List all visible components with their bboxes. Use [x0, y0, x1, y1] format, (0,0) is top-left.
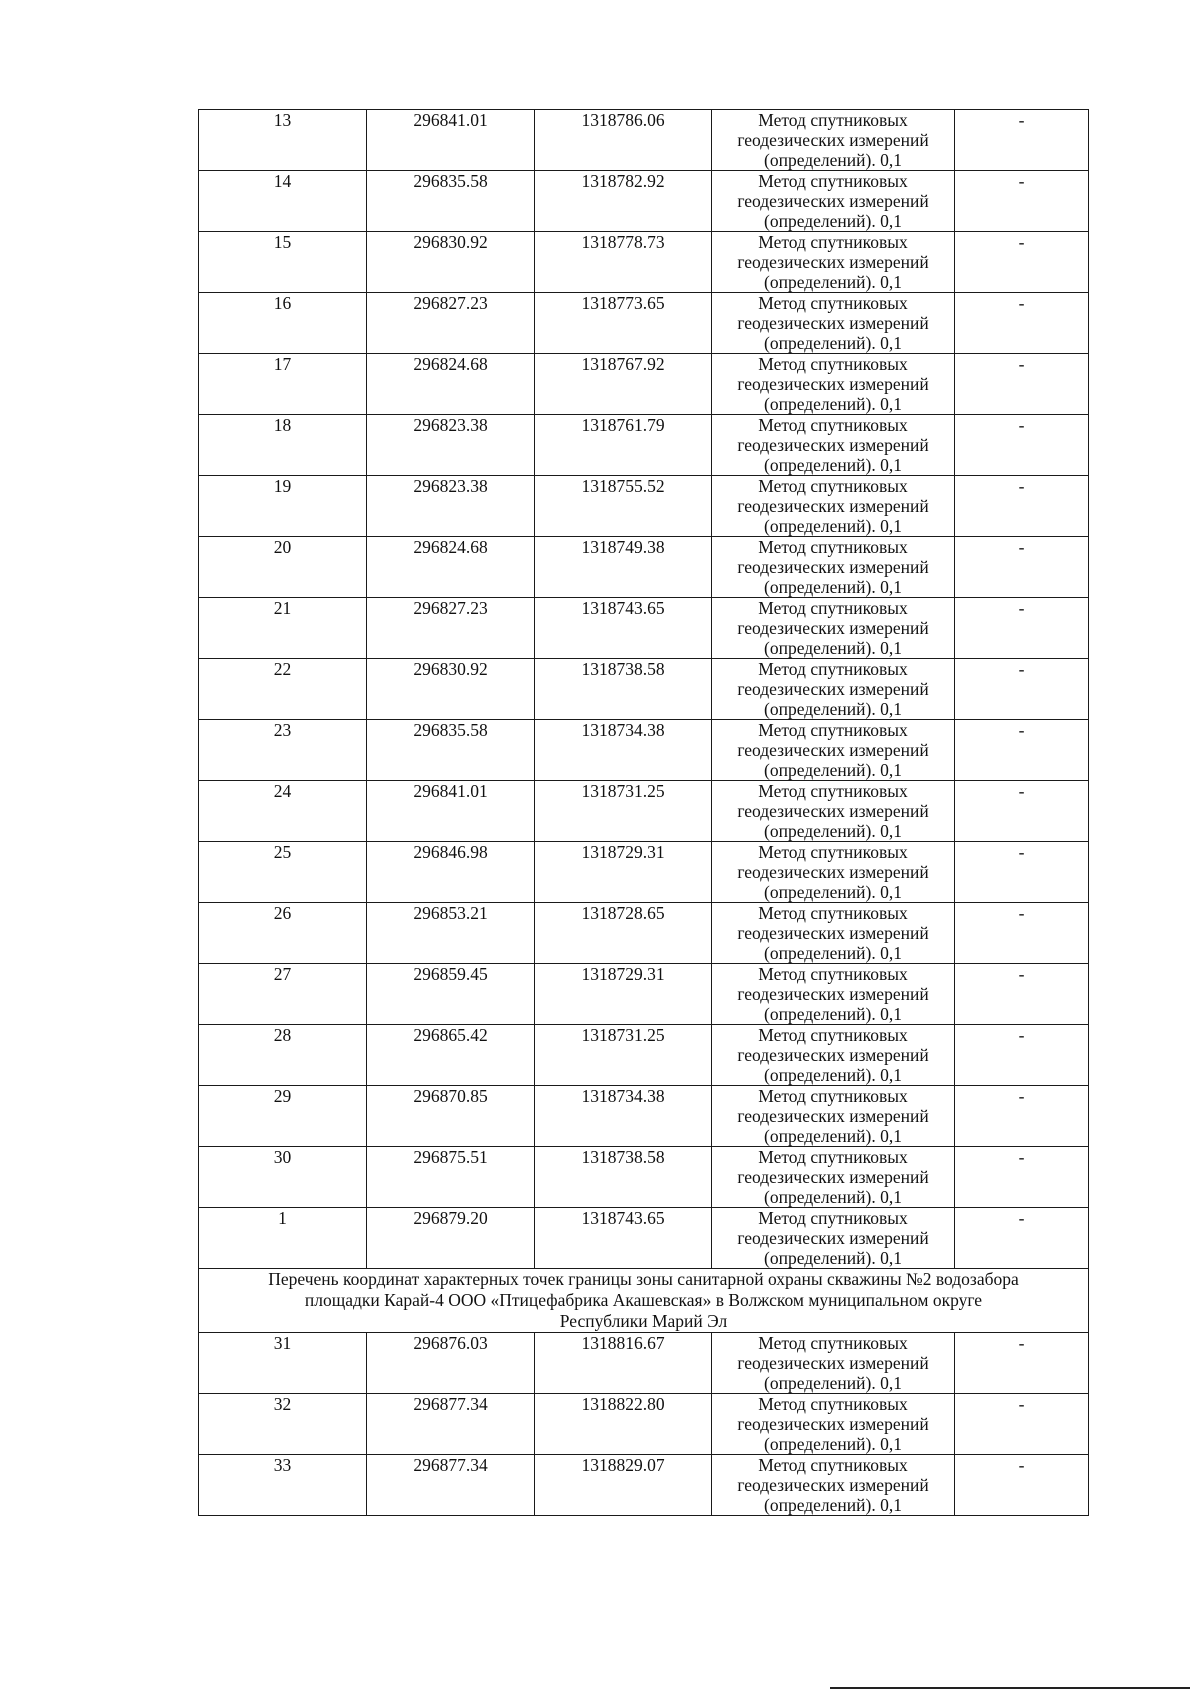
- table-row: [199, 1086, 1089, 1147]
- method-text-line: геодезических измерений: [737, 435, 929, 455]
- method-text-line: (определений). 0,1: [764, 211, 902, 231]
- method-text-line: Метод спутниковых: [758, 1086, 908, 1106]
- accuracy-cell: -: [955, 110, 1089, 171]
- x-coordinate-cell: 296853.21: [367, 903, 535, 964]
- table-row: [199, 842, 1089, 903]
- method-text-line: Метод спутниковых: [758, 659, 908, 679]
- y-coordinate-cell: 1318729.31: [535, 964, 712, 1025]
- method-cell: [712, 1086, 955, 1147]
- method-text-line: геодезических измерений: [737, 801, 929, 821]
- x-coordinate-cell: 296827.23: [367, 293, 535, 354]
- method-cell: [712, 659, 955, 720]
- accuracy-cell: -: [955, 842, 1089, 903]
- x-coordinate-cell: 296827.23: [367, 598, 535, 659]
- point-number-cell: 24: [199, 781, 367, 842]
- y-coordinate-cell: 1318816.67: [535, 1333, 712, 1394]
- method-text-line: геодезических измерений: [737, 130, 929, 150]
- table-row: [199, 232, 1089, 293]
- accuracy-cell: -: [955, 964, 1089, 1025]
- x-coordinate-cell: 296835.58: [367, 720, 535, 781]
- method-text-line: геодезических измерений: [737, 679, 929, 699]
- y-coordinate-cell: 1318773.65: [535, 293, 712, 354]
- section-heading: [199, 1269, 1089, 1333]
- method-text-line: геодезических измерений: [737, 1228, 929, 1248]
- accuracy-cell: -: [955, 720, 1089, 781]
- method-text-line: (определений). 0,1: [764, 699, 902, 719]
- y-coordinate-cell: 1318782.92: [535, 171, 712, 232]
- x-coordinate-cell: 296877.34: [367, 1455, 535, 1516]
- method-text-line: Метод спутниковых: [758, 781, 908, 801]
- table-row: [199, 354, 1089, 415]
- point-number-cell: 28: [199, 1025, 367, 1086]
- method-text-line: (определений). 0,1: [764, 272, 902, 292]
- method-text-line: Метод спутниковых: [758, 1208, 908, 1228]
- point-number-cell: 20: [199, 537, 367, 598]
- method-text-line: (определений). 0,1: [764, 1187, 902, 1207]
- point-number-cell: 17: [199, 354, 367, 415]
- y-coordinate-cell: 1318734.38: [535, 720, 712, 781]
- table-row: [199, 781, 1089, 842]
- method-text-line: Метод спутниковых: [758, 171, 908, 191]
- point-number-cell: 30: [199, 1147, 367, 1208]
- method-cell: [712, 964, 955, 1025]
- section-heading-line: Республики Марий Эл: [559, 1311, 728, 1331]
- method-cell: [712, 1333, 955, 1394]
- x-coordinate-cell: 296879.20: [367, 1208, 535, 1269]
- method-text-line: Метод спутниковых: [758, 842, 908, 862]
- method-text-line: (определений). 0,1: [764, 1495, 902, 1515]
- accuracy-cell: -: [955, 903, 1089, 964]
- point-number-cell: 31: [199, 1333, 367, 1394]
- y-coordinate-cell: 1318731.25: [535, 781, 712, 842]
- table-row: [199, 1333, 1089, 1394]
- accuracy-cell: -: [955, 1025, 1089, 1086]
- accuracy-cell: -: [955, 476, 1089, 537]
- method-text-line: Метод спутниковых: [758, 232, 908, 252]
- point-number-cell: 13: [199, 110, 367, 171]
- y-coordinate-cell: 1318778.73: [535, 232, 712, 293]
- method-cell: [712, 1147, 955, 1208]
- method-text-line: геодезических измерений: [737, 618, 929, 638]
- point-number-cell: 15: [199, 232, 367, 293]
- x-coordinate-cell: 296841.01: [367, 110, 535, 171]
- method-text-line: (определений). 0,1: [764, 455, 902, 475]
- table-row: [199, 1208, 1089, 1269]
- method-text-line: геодезических измерений: [737, 862, 929, 882]
- method-text-line: геодезических измерений: [737, 1475, 929, 1495]
- method-cell: [712, 537, 955, 598]
- accuracy-cell: -: [955, 1455, 1089, 1516]
- method-text-line: Метод спутниковых: [758, 415, 908, 435]
- method-text-line: Метод спутниковых: [758, 110, 908, 130]
- point-number-cell: 25: [199, 842, 367, 903]
- point-number-cell: 22: [199, 659, 367, 720]
- method-cell: [712, 842, 955, 903]
- table-row: [199, 1394, 1089, 1455]
- method-cell: [712, 171, 955, 232]
- x-coordinate-cell: 296824.68: [367, 537, 535, 598]
- y-coordinate-cell: 1318749.38: [535, 537, 712, 598]
- section-heading-body: [199, 1269, 1089, 1333]
- point-number-cell: 32: [199, 1394, 367, 1455]
- y-coordinate-cell: 1318731.25: [535, 1025, 712, 1086]
- method-text-line: геодезических измерений: [737, 1353, 929, 1373]
- point-number-cell: 27: [199, 964, 367, 1025]
- point-number-cell: 33: [199, 1455, 367, 1516]
- x-coordinate-cell: 296846.98: [367, 842, 535, 903]
- method-text-line: Метод спутниковых: [758, 1333, 908, 1353]
- table-row: [199, 293, 1089, 354]
- y-coordinate-cell: 1318822.80: [535, 1394, 712, 1455]
- table-row: [199, 1147, 1089, 1208]
- method-text-line: (определений). 0,1: [764, 943, 902, 963]
- accuracy-cell: -: [955, 1086, 1089, 1147]
- y-coordinate-cell: 1318755.52: [535, 476, 712, 537]
- table-row: [199, 659, 1089, 720]
- table-row: [199, 171, 1089, 232]
- method-text-line: Метод спутниковых: [758, 1455, 908, 1475]
- table-row: [199, 720, 1089, 781]
- coordinates-table-body-a: [199, 110, 1089, 1269]
- y-coordinate-cell: 1318738.58: [535, 659, 712, 720]
- y-coordinate-cell: 1318786.06: [535, 110, 712, 171]
- point-number-cell: 14: [199, 171, 367, 232]
- method-text-line: геодезических измерений: [737, 1045, 929, 1065]
- method-text-line: геодезических измерений: [737, 923, 929, 943]
- table-row: [199, 476, 1089, 537]
- point-number-cell: 19: [199, 476, 367, 537]
- table-row: [199, 903, 1089, 964]
- method-text-line: геодезических измерений: [737, 1167, 929, 1187]
- accuracy-cell: -: [955, 1208, 1089, 1269]
- coordinates-table-body-b: [199, 1333, 1089, 1516]
- point-number-cell: 18: [199, 415, 367, 476]
- table-row: [199, 598, 1089, 659]
- section-heading-line: Перечень координат характерных точек границы зоны санитарной охраны скважины №2 водозабора: [268, 1269, 1019, 1289]
- method-text-line: геодезических измерений: [737, 1106, 929, 1126]
- method-cell: [712, 1208, 955, 1269]
- method-text-line: Метод спутниковых: [758, 1025, 908, 1045]
- y-coordinate-cell: 1318767.92: [535, 354, 712, 415]
- y-coordinate-cell: 1318729.31: [535, 842, 712, 903]
- method-text-line: (определений). 0,1: [764, 821, 902, 841]
- accuracy-cell: -: [955, 354, 1089, 415]
- method-text-line: геодезических измерений: [737, 740, 929, 760]
- x-coordinate-cell: 296823.38: [367, 476, 535, 537]
- accuracy-cell: -: [955, 781, 1089, 842]
- method-text-line: (определений). 0,1: [764, 1248, 902, 1268]
- method-text-line: (определений). 0,1: [764, 577, 902, 597]
- x-coordinate-cell: 296865.42: [367, 1025, 535, 1086]
- method-text-line: (определений). 0,1: [764, 638, 902, 658]
- method-text-line: Метод спутниковых: [758, 1147, 908, 1167]
- method-text-line: Метод спутниковых: [758, 354, 908, 374]
- x-coordinate-cell: 296835.58: [367, 171, 535, 232]
- method-text-line: геодезических измерений: [737, 496, 929, 516]
- method-cell: [712, 720, 955, 781]
- accuracy-cell: -: [955, 598, 1089, 659]
- x-coordinate-cell: 296875.51: [367, 1147, 535, 1208]
- method-text-line: Метод спутниковых: [758, 720, 908, 740]
- method-cell: [712, 110, 955, 171]
- table-row: [199, 110, 1089, 171]
- accuracy-cell: -: [955, 659, 1089, 720]
- method-cell: [712, 232, 955, 293]
- method-text-line: (определений). 0,1: [764, 1373, 902, 1393]
- method-text-line: (определений). 0,1: [764, 333, 902, 353]
- method-text-line: (определений). 0,1: [764, 516, 902, 536]
- method-text-line: Метод спутниковых: [758, 1394, 908, 1414]
- accuracy-cell: -: [955, 171, 1089, 232]
- method-text-line: (определений). 0,1: [764, 1126, 902, 1146]
- section-heading-row: [199, 1269, 1089, 1333]
- point-number-cell: 26: [199, 903, 367, 964]
- method-text-line: (определений). 0,1: [764, 1434, 902, 1454]
- x-coordinate-cell: 296870.85: [367, 1086, 535, 1147]
- accuracy-cell: -: [955, 293, 1089, 354]
- y-coordinate-cell: 1318728.65: [535, 903, 712, 964]
- point-number-cell: 21: [199, 598, 367, 659]
- method-text-line: геодезических измерений: [737, 1414, 929, 1434]
- method-cell: [712, 1394, 955, 1455]
- table-row: [199, 1025, 1089, 1086]
- y-coordinate-cell: 1318743.65: [535, 1208, 712, 1269]
- point-number-cell: 23: [199, 720, 367, 781]
- accuracy-cell: -: [955, 415, 1089, 476]
- point-number-cell: 29: [199, 1086, 367, 1147]
- y-coordinate-cell: 1318738.58: [535, 1147, 712, 1208]
- method-text-line: (определений). 0,1: [764, 1065, 902, 1085]
- method-cell: [712, 1455, 955, 1516]
- x-coordinate-cell: 296824.68: [367, 354, 535, 415]
- method-text-line: Метод спутниковых: [758, 598, 908, 618]
- x-coordinate-cell: 296876.03: [367, 1333, 535, 1394]
- method-cell: [712, 903, 955, 964]
- method-text-line: геодезических измерений: [737, 557, 929, 577]
- x-coordinate-cell: 296823.38: [367, 415, 535, 476]
- footer-rule: [830, 1687, 1190, 1689]
- method-cell: [712, 354, 955, 415]
- x-coordinate-cell: 296877.34: [367, 1394, 535, 1455]
- x-coordinate-cell: 296859.45: [367, 964, 535, 1025]
- method-cell: [712, 415, 955, 476]
- x-coordinate-cell: 296830.92: [367, 659, 535, 720]
- accuracy-cell: -: [955, 537, 1089, 598]
- table-row: [199, 1455, 1089, 1516]
- section-heading-line: площадки Карай-4 ООО «Птицефабрика Акашевская» в Волжском муниципальном округе: [304, 1290, 983, 1310]
- y-coordinate-cell: 1318743.65: [535, 598, 712, 659]
- method-text-line: геодезических измерений: [737, 984, 929, 1004]
- y-coordinate-cell: 1318734.38: [535, 1086, 712, 1147]
- method-cell: [712, 781, 955, 842]
- y-coordinate-cell: 1318829.07: [535, 1455, 712, 1516]
- method-text-line: (определений). 0,1: [764, 1004, 902, 1024]
- method-text-line: Метод спутниковых: [758, 964, 908, 984]
- point-number-cell: 1: [199, 1208, 367, 1269]
- method-cell: [712, 293, 955, 354]
- x-coordinate-cell: 296841.01: [367, 781, 535, 842]
- accuracy-cell: -: [955, 1394, 1089, 1455]
- method-text-line: (определений). 0,1: [764, 394, 902, 414]
- method-cell: [712, 1025, 955, 1086]
- y-coordinate-cell: 1318761.79: [535, 415, 712, 476]
- method-text-line: Метод спутниковых: [758, 293, 908, 313]
- method-text-line: (определений). 0,1: [764, 882, 902, 902]
- table-row: [199, 537, 1089, 598]
- table-row: [199, 415, 1089, 476]
- method-text-line: геодезических измерений: [737, 313, 929, 333]
- method-text-line: геодезических измерений: [737, 252, 929, 272]
- method-text-line: Метод спутниковых: [758, 903, 908, 923]
- method-text-line: Метод спутниковых: [758, 537, 908, 557]
- x-coordinate-cell: 296830.92: [367, 232, 535, 293]
- method-text-line: геодезических измерений: [737, 374, 929, 394]
- coordinates-table: [198, 109, 1089, 1516]
- method-text-line: (определений). 0,1: [764, 760, 902, 780]
- method-text-line: (определений). 0,1: [764, 150, 902, 170]
- point-number-cell: 16: [199, 293, 367, 354]
- method-text-line: геодезических измерений: [737, 191, 929, 211]
- table-row: [199, 964, 1089, 1025]
- accuracy-cell: -: [955, 1333, 1089, 1394]
- accuracy-cell: -: [955, 232, 1089, 293]
- method-cell: [712, 476, 955, 537]
- method-cell: [712, 598, 955, 659]
- method-text-line: Метод спутниковых: [758, 476, 908, 496]
- accuracy-cell: -: [955, 1147, 1089, 1208]
